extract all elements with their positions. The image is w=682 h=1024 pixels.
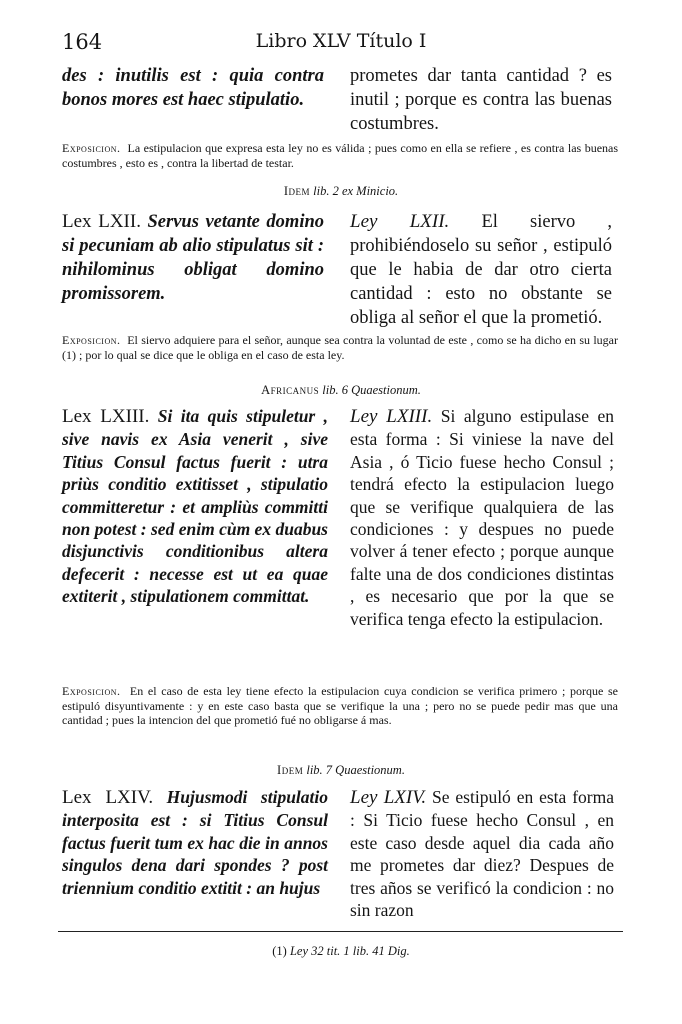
source-author: Africanus xyxy=(261,383,320,397)
exposicion-text: La estipulacion que expresa esta ley no es válida ; pues como en ella se refiere , es contra las buenas costumbres , esto es , contra la libertad de testar. xyxy=(62,141,619,170)
latin-text-lex-lxiii xyxy=(62,405,328,608)
spanish-body: Si alguno estipulase en esta forma : Si viniese la nave del Asia , ó Ticio fuese hecho Consul ; tendrá efecto la estipulacion luego que se verifique qualquiera de las condiciones : y despues no puede volver á tener efecto ; porque aunque falte una de dos condiciones distintas , es necesario que por la que se verifica tenga efecto la estipulacion. xyxy=(350,406,614,629)
running-title: Libro XLV Título I xyxy=(255,30,427,52)
exposicion-lxii xyxy=(62,333,618,362)
ley-heading: Ley LXIII. xyxy=(350,406,433,427)
latin-text-lex-lxii xyxy=(62,210,324,306)
latin-text-lex-lxiv xyxy=(62,786,328,899)
spanish-text-ley-lxiii xyxy=(350,405,614,630)
footnote-mark: (1) xyxy=(272,944,287,958)
exposicion-lxi xyxy=(62,141,618,170)
exposicion-text: El siervo adquiere para el señor, aunque sea contra la voluntad de este , como se ha dicho en su lugar (1) ; por lo qual se dice que le obliga en el caso de esta ley. xyxy=(62,333,619,362)
source-citation-lxiv xyxy=(0,763,682,778)
spanish-text-ley-lxiv xyxy=(350,786,614,921)
source-author: Idem xyxy=(283,184,310,198)
spanish-body: Se estipuló en esta forma : Si Ticio fuese hecho Consul , en este caso desde aquel dia cada año me prometes dar diez? Despues de tres años se verificó la condicion : no sin razon xyxy=(350,787,614,921)
latin-body: Hujusmodi stipulatio interposita est : si Titius Consul factus fuerit tum ex hac die in annos singulos dena dari spondes ? post triennium conditio extitit : an hujus xyxy=(62,787,329,898)
exposicion-label: Exposicion. xyxy=(62,141,121,155)
ley-heading: Ley LXII. xyxy=(350,211,450,232)
source-work: lib. 6 Quaestionum. xyxy=(322,383,421,397)
spanish-body: El siervo , prohibiéndoselo su señor , estipuló que le habia de dar otro cierta cantidad : esto no obstante se obliga al señor el que la prometió. xyxy=(350,212,613,328)
ley-heading: Ley LXIV. xyxy=(350,787,427,808)
source-author: Idem xyxy=(277,763,304,777)
latin-body: Servus vetante domino si pecuniam ab alio stipulatus sit : nihilominus obligat domino promissorem. xyxy=(62,212,325,304)
footnote-citation: Ley 32 tit. 1 lib. 41 Dig. xyxy=(289,944,410,958)
spanish-text-ley-lxii xyxy=(350,210,612,330)
page-number: 164 xyxy=(62,30,103,54)
lex-heading: Lex LXII. xyxy=(62,211,141,232)
source-citation-lxiii xyxy=(0,383,682,398)
latin-body: Si ita quis stipuletur , sive navis ex Asia venerit , sive Titius Consul factus fuerit : utra priùs conditio extitisset , stipulatio committeretur : et ampliùs committi non potest : sed enim cùm ex duabus disjunctivis conditionibus altera defecerit : necesse est ut ea quae extiterit , stipulationem committat. xyxy=(62,406,329,607)
footnote xyxy=(0,944,682,959)
lex-heading: Lex LXIII. xyxy=(62,406,150,427)
source-work: lib. 7 Quaestionum. xyxy=(306,763,405,777)
exposicion-label: Exposicion. xyxy=(62,333,121,347)
exposicion-lxiii xyxy=(62,684,618,728)
footnote-divider xyxy=(58,931,623,932)
exposicion-text: En el caso de esta ley tiene efecto la estipulacion cuya condicion se verifica primero ; porque se estipuló disyuntivamente : y en este caso basta que se verifique la una ; pero no se puede pedir mas que una cantidad ; pues la intencion del que prometió fué no obligarse á mas. xyxy=(62,684,618,727)
source-work: lib. 2 ex Minicio. xyxy=(313,184,399,198)
source-citation-lxii xyxy=(0,184,682,199)
lex-heading: Lex LXIV. xyxy=(62,787,154,808)
spanish-text-ley-lxi-continued: prometes dar tanta cantidad ? es inutil ; porque es contra las buenas costumbres. xyxy=(350,66,612,134)
exposicion-label: Exposicion. xyxy=(62,684,121,698)
latin-text-lex-lxi-continued: des : inutilis est : quia contra bonos mores est haec stipulatio. xyxy=(62,66,324,110)
